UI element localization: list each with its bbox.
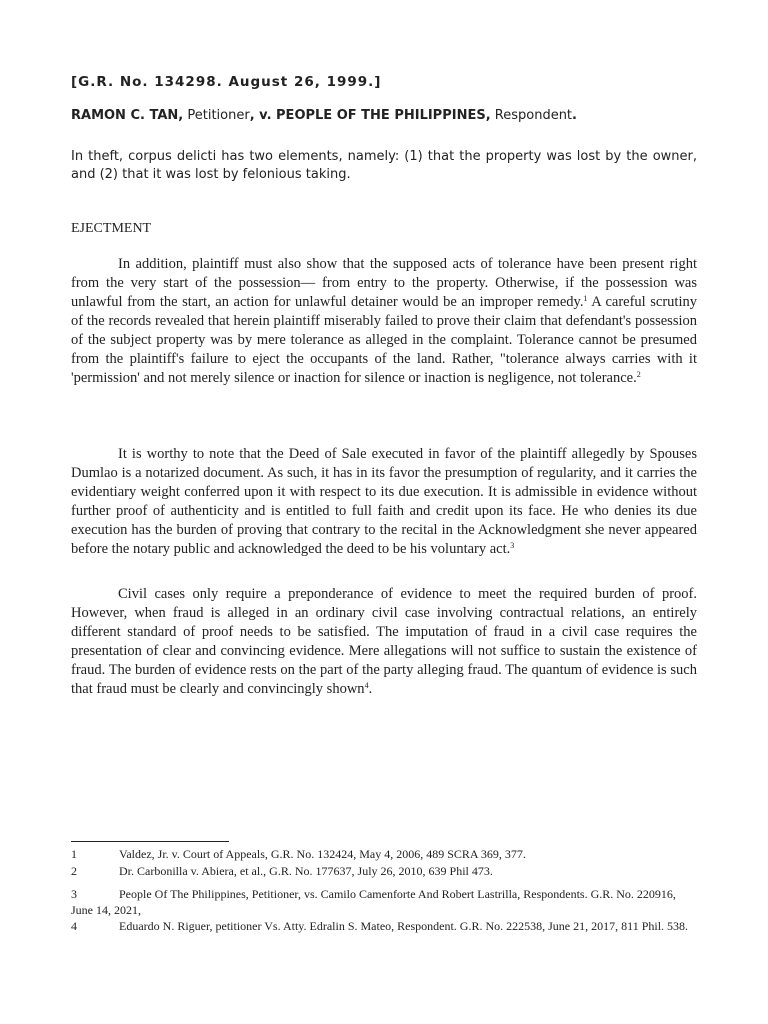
case-parties (71, 108, 711, 123)
case-number: [G.R. No. 134298. August 26, 1999.] (71, 74, 382, 90)
respondent-role: Respondent (494, 108, 573, 123)
paragraph-tolerance (71, 255, 697, 388)
footnote-2 (71, 863, 697, 879)
petitioner-role: Petitioner (187, 108, 250, 123)
paragraph-text: It is worthy to note that the Deed of Sale executed in favor of the plaintiff allegedly by Spouses Dumlao is a notarized document. As such, it has in its favor the presumption of regularity, and it carries the evidentiary weight conferred upon it with respect to its due execution. It is admissible in evidence without further proof of authenticity and is entitled to full faith and credit upon its face. He who denies its due execution has the burden of proving that contrary to the recital in the Acknowledgment she never appeared before the notary public and acknowledged the deed to be his voluntary act. (71, 446, 697, 557)
paragraph-fraud (71, 585, 697, 699)
case-summary: In theft, corpus delicti has two elements, namely: (1) that the property was lost by the owner, and (2) that it was lost by felonious taking. (71, 149, 697, 182)
parties-end: . (572, 108, 577, 123)
footnote-text: Eduardo N. Riguer, petitioner Vs. Atty. Edralin S. Mateo, Respondent. G.R. No. 222538, June 21, 2017, 811 Phil. 538. (119, 919, 689, 933)
footnote-divider (71, 841, 229, 842)
footnote-text: People Of The Philippines, Petitioner, vs. Camilo Camenforte And Robert Lastrilla, Respondents. G.R. No. 220916, June 14, 2021, (71, 887, 676, 917)
paragraph-text: A careful scrutiny of the records revealed that herein plaintiff miserably failed to prove their claim that defendant's possession of the subject property was by mere tolerance as alleged in the complaint. Tolerance cannot be presumed from the plaintiff's failure to eject the occupants of the land. Rather, "tolerance always carries with it 'permission' and not merely silence or inaction for silence or inaction is negligence, not tolerance. (71, 294, 697, 386)
footnote-ref-4[interactable]: 4 (364, 681, 369, 690)
footnote-number: 3 (71, 887, 77, 901)
versus-respondent-name: , v. PEOPLE OF THE PHILIPPINES, (249, 108, 491, 123)
footnote-1 (71, 846, 697, 862)
section-heading: EJECTMENT (71, 221, 152, 236)
paragraph-text: Civil cases only require a preponderance of evidence to meet the required burden of proof. However, when fraud is alleged in an ordinary civil case involving contractual relations, an entirely different standard of proof needs to be satisfied. The imputation of fraud in a civil case requires the presentation of clear and convincing evidence. Mere allegations will not suffice to sustain the existence of fraud. The burden of evidence rests on the part of the party alleging fraud. The quantum of evidence is such that fraud must be clearly and convincingly shown (71, 586, 697, 697)
footnote-number: 1 (71, 847, 77, 861)
footnote-number: 2 (71, 864, 77, 878)
footnote-ref-1[interactable]: 1 (583, 294, 588, 303)
paragraph-text: In addition, plaintiff must also show that the supposed acts of tolerance have been present right from the very start of the possession— from entry to the property. Otherwise, if the possession was unlawful from the start, an action for unlawful detainer would be an improper remedy. (71, 256, 697, 310)
footnote-ref-2[interactable]: 2 (636, 370, 641, 379)
paragraph-deed-of-sale (71, 445, 697, 559)
footnote-3 (71, 886, 697, 918)
footnote-text: Valdez, Jr. v. Court of Appeals, G.R. No. 132424, May 4, 2006, 489 SCRA 369, 377. (119, 847, 526, 861)
paragraph-end: . (368, 681, 373, 697)
footnote-text: Dr. Carbonilla v. Abiera, et al., G.R. No. 177637, July 26, 2010, 639 Phil 473. (119, 864, 493, 878)
petitioner-name: RAMON C. TAN, (71, 108, 184, 123)
footnote-4 (71, 918, 697, 934)
footnote-number: 4 (71, 919, 77, 933)
footnote-ref-3[interactable]: 3 (510, 541, 515, 550)
